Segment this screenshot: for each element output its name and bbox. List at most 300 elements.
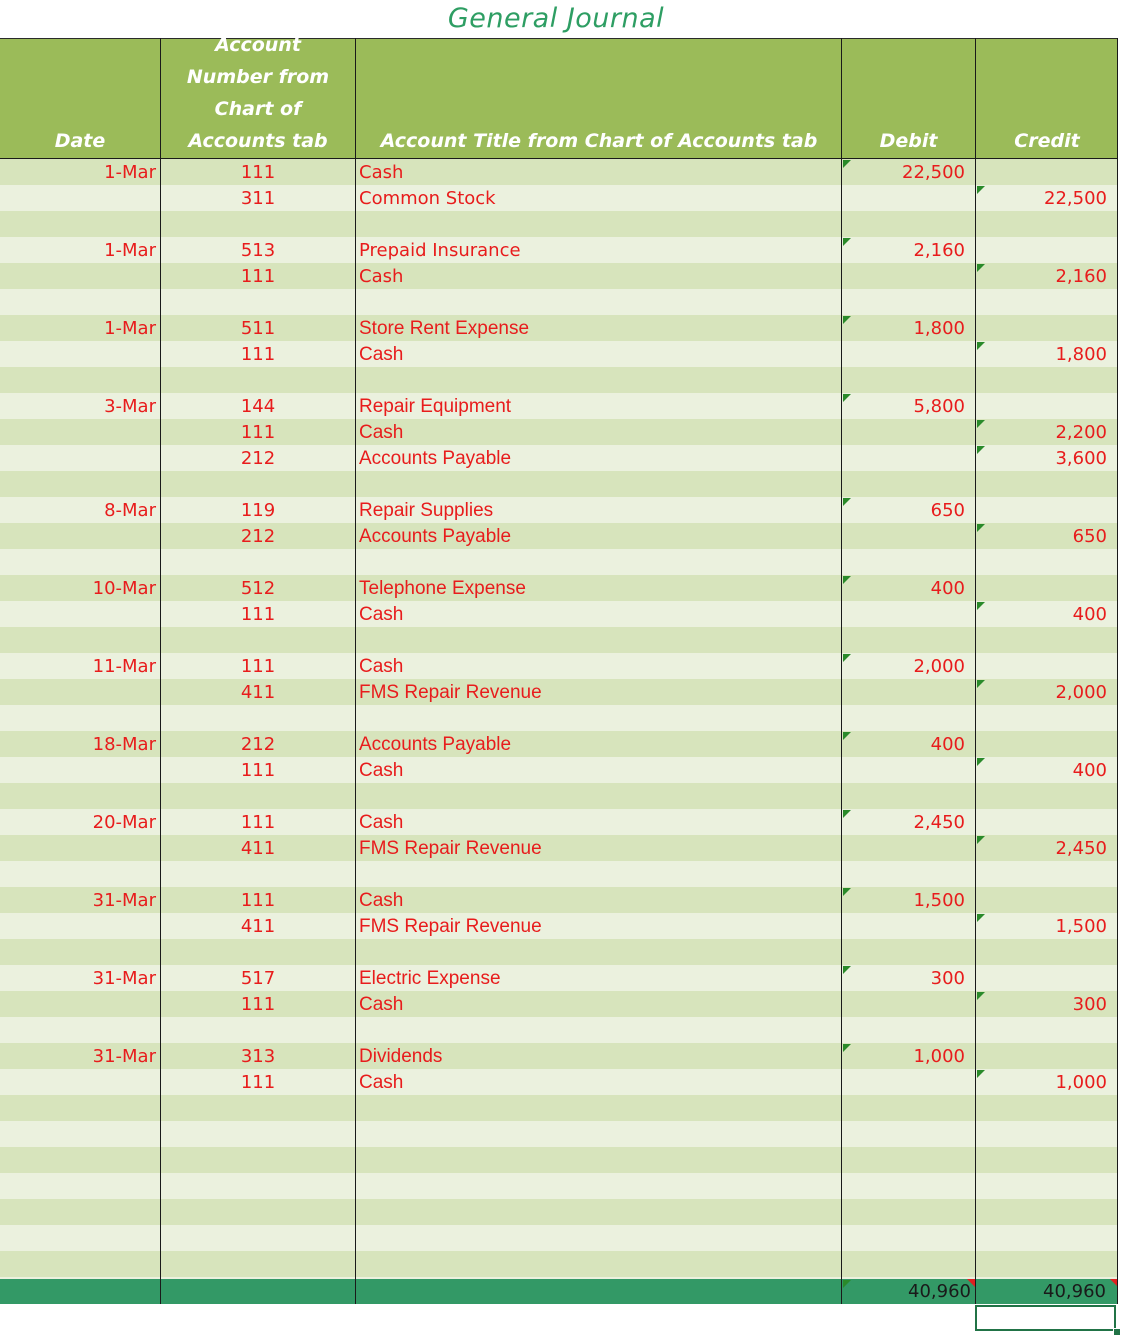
date-cell[interactable] — [0, 367, 160, 393]
date-cell[interactable] — [0, 419, 160, 445]
account-title-cell[interactable] — [359, 1199, 839, 1225]
account-number-cell[interactable] — [161, 367, 355, 393]
date-cell[interactable] — [0, 939, 160, 965]
cell-warning-indicator — [977, 992, 985, 1000]
table-row[interactable] — [0, 1199, 1118, 1225]
account-number-cell[interactable] — [161, 211, 355, 237]
account-number-cell[interactable] — [161, 705, 355, 731]
debit-cell[interactable] — [842, 419, 974, 445]
cell-warning-indicator — [977, 186, 985, 194]
debit-cell[interactable]: 5,800 — [913, 396, 965, 417]
date-cell[interactable] — [0, 471, 160, 497]
credit-cell[interactable] — [976, 809, 1118, 835]
account-title-cell[interactable] — [359, 1121, 839, 1147]
cell-warning-indicator — [843, 966, 851, 974]
debit-cell[interactable] — [842, 263, 974, 289]
debit-cell[interactable] — [842, 757, 974, 783]
table-row[interactable] — [0, 731, 1118, 757]
total-debit[interactable]: 40,960 — [908, 1281, 971, 1302]
account-number-cell[interactable] — [161, 783, 355, 809]
debit-cell[interactable]: 400 — [930, 734, 965, 755]
account-title-cell[interactable] — [359, 1173, 839, 1199]
cell-warning-indicator — [843, 316, 851, 324]
credit-cell[interactable]: 400 — [1072, 604, 1107, 625]
account-number-cell[interactable]: 212 — [240, 526, 276, 547]
table-header — [0, 34, 1118, 159]
credit-cell[interactable] — [976, 471, 1118, 497]
account-title-cell[interactable] — [359, 549, 839, 575]
date-cell[interactable] — [0, 1095, 160, 1121]
debit-cell[interactable]: 1,500 — [913, 890, 965, 911]
credit-cell[interactable]: 3,600 — [1055, 448, 1107, 469]
table-row[interactable] — [0, 1095, 1118, 1121]
table-row[interactable] — [0, 1121, 1118, 1147]
debit-cell[interactable] — [842, 471, 974, 497]
credit-cell[interactable] — [976, 575, 1118, 601]
debit-cell[interactable]: 650 — [930, 500, 965, 521]
debit-cell[interactable]: 22,500 — [902, 162, 965, 183]
cell-warning-indicator — [977, 524, 985, 532]
cell-warning-indicator — [843, 238, 851, 246]
table-row[interactable] — [0, 601, 1118, 627]
debit-cell[interactable]: 1,000 — [913, 1046, 965, 1067]
account-title-cell[interactable]: Accounts Payable — [359, 448, 512, 469]
table-row[interactable] — [0, 783, 1118, 809]
table-row[interactable] — [0, 497, 1118, 523]
credit-cell[interactable] — [976, 211, 1118, 237]
account-number-cell[interactable] — [161, 1251, 355, 1277]
debit-cell[interactable] — [842, 289, 974, 315]
date-cell[interactable] — [0, 549, 160, 575]
date-cell[interactable] — [0, 341, 160, 367]
table-row[interactable] — [0, 939, 1118, 965]
date-cell[interactable] — [0, 1069, 160, 1095]
cell-warning-indicator — [977, 446, 985, 454]
account-number-cell[interactable]: 212 — [240, 448, 276, 469]
account-title-cell[interactable] — [359, 939, 839, 965]
table-row[interactable] — [0, 289, 1118, 315]
account-title-cell[interactable]: Cash — [359, 760, 404, 781]
table-row[interactable] — [0, 1069, 1118, 1095]
date-cell[interactable] — [0, 705, 160, 731]
credit-cell[interactable]: 22,500 — [1044, 188, 1107, 209]
account-number-cell[interactable] — [161, 627, 355, 653]
debit-cell[interactable] — [842, 341, 974, 367]
table-row[interactable] — [0, 887, 1118, 913]
account-number-cell[interactable] — [161, 1095, 355, 1121]
table-row[interactable] — [0, 627, 1118, 653]
table-row[interactable] — [0, 185, 1118, 211]
debit-cell[interactable] — [842, 1017, 974, 1043]
credit-cell[interactable] — [976, 783, 1118, 809]
date-cell[interactable]: 31-Mar — [92, 890, 156, 911]
cell-warning-indicator — [977, 836, 985, 844]
account-title-cell[interactable]: Cash — [359, 604, 404, 625]
table-row[interactable] — [0, 575, 1118, 601]
cell-warning-indicator — [977, 420, 985, 428]
debit-cell[interactable] — [842, 1121, 974, 1147]
selected-cell[interactable] — [975, 1305, 1116, 1331]
header-debit[interactable]: Debit — [879, 130, 938, 152]
cell-warning-indicator — [843, 888, 851, 896]
totals-row[interactable] — [0, 1279, 1118, 1304]
credit-cell[interactable] — [976, 1199, 1118, 1225]
account-title-cell[interactable]: Store Rent Expense — [359, 318, 530, 339]
debit-cell[interactable] — [842, 1173, 974, 1199]
account-number-cell[interactable]: 111 — [240, 994, 276, 1015]
credit-cell[interactable]: 1,000 — [1055, 1072, 1107, 1093]
date-cell[interactable]: 1-Mar — [104, 318, 156, 339]
table-row[interactable] — [0, 991, 1118, 1017]
cell-warning-indicator — [977, 758, 985, 766]
table-row[interactable] — [0, 913, 1118, 939]
credit-cell[interactable] — [976, 887, 1118, 913]
account-title-cell[interactable] — [359, 627, 839, 653]
table-row[interactable] — [0, 1043, 1118, 1069]
debit-cell[interactable]: 2,000 — [913, 656, 965, 677]
date-cell[interactable]: 11-Mar — [92, 656, 156, 677]
account-title-cell[interactable] — [359, 1251, 839, 1277]
debit-cell[interactable] — [842, 835, 974, 861]
debit-cell[interactable] — [842, 783, 974, 809]
account-title-cell[interactable] — [359, 783, 839, 809]
account-title-cell[interactable]: FMS Repair Revenue — [359, 682, 542, 703]
date-cell[interactable] — [0, 1017, 160, 1043]
credit-cell[interactable]: 2,160 — [1055, 266, 1107, 287]
debit-cell[interactable] — [842, 1199, 974, 1225]
credit-cell[interactable] — [976, 627, 1118, 653]
credit-cell[interactable]: 2,000 — [1055, 682, 1107, 703]
account-number-cell[interactable]: 111 — [240, 812, 276, 833]
debit-cell[interactable] — [842, 627, 974, 653]
table-row[interactable] — [0, 445, 1118, 471]
date-cell[interactable]: 1-Mar — [104, 240, 156, 261]
date-cell[interactable] — [0, 289, 160, 315]
credit-cell[interactable] — [976, 965, 1118, 991]
credit-cell[interactable] — [976, 731, 1118, 757]
cell-warning-indicator — [843, 576, 851, 584]
journal-title: General Journal — [447, 3, 665, 34]
header-account-title[interactable]: Account Title from Chart of Accounts tab — [380, 130, 818, 152]
table-row[interactable] — [0, 159, 1118, 185]
account-title-cell[interactable] — [359, 211, 839, 237]
table-row[interactable] — [0, 211, 1118, 237]
account-number-cell[interactable] — [161, 861, 355, 887]
credit-cell[interactable] — [976, 1043, 1118, 1069]
account-number-cell[interactable]: 411 — [240, 916, 276, 937]
comment-indicator — [967, 1279, 975, 1287]
table-row[interactable] — [0, 237, 1118, 263]
account-title-cell[interactable] — [359, 471, 839, 497]
date-cell[interactable] — [0, 1225, 160, 1251]
account-title-cell[interactable]: Prepaid Insurance — [359, 240, 521, 261]
table-row[interactable] — [0, 653, 1118, 679]
account-title-cell[interactable]: Accounts Payable — [359, 734, 512, 755]
credit-cell[interactable] — [976, 549, 1118, 575]
date-cell[interactable]: 8-Mar — [104, 500, 156, 521]
account-number-cell[interactable] — [161, 1017, 355, 1043]
table-row[interactable] — [0, 393, 1118, 419]
date-cell[interactable]: 10-Mar — [92, 578, 156, 599]
debit-cell[interactable] — [842, 1251, 974, 1277]
date-cell[interactable]: 31-Mar — [92, 968, 156, 989]
column-divider — [355, 38, 356, 1304]
credit-cell[interactable] — [976, 1121, 1118, 1147]
debit-cell[interactable] — [842, 1069, 974, 1095]
account-title-cell[interactable]: Cash — [359, 344, 404, 365]
date-cell[interactable] — [0, 627, 160, 653]
account-title-cell[interactable]: Cash — [359, 656, 404, 677]
debit-cell[interactable] — [842, 367, 974, 393]
table-row[interactable] — [0, 965, 1118, 991]
account-title-cell[interactable] — [359, 1095, 839, 1121]
table-row[interactable] — [0, 1017, 1118, 1043]
account-number-cell[interactable] — [161, 471, 355, 497]
date-cell[interactable] — [0, 211, 160, 237]
debit-cell[interactable] — [842, 445, 974, 471]
credit-cell[interactable] — [976, 289, 1118, 315]
debit-cell[interactable] — [842, 705, 974, 731]
date-cell[interactable] — [0, 757, 160, 783]
credit-cell[interactable]: 2,200 — [1055, 422, 1107, 443]
date-cell[interactable] — [0, 991, 160, 1017]
table-row[interactable] — [0, 1225, 1118, 1251]
account-number-cell[interactable]: 119 — [240, 500, 276, 521]
table-row[interactable] — [0, 523, 1118, 549]
account-number-cell[interactable]: 111 — [240, 890, 276, 911]
date-cell[interactable] — [0, 679, 160, 705]
debit-cell[interactable] — [842, 1147, 974, 1173]
column-divider — [841, 38, 842, 1304]
credit-cell[interactable] — [976, 497, 1118, 523]
account-number-cell[interactable]: 212 — [240, 734, 276, 755]
debit-cell[interactable] — [842, 523, 974, 549]
table-row[interactable] — [0, 705, 1118, 731]
date-cell[interactable] — [0, 913, 160, 939]
debit-cell[interactable] — [842, 679, 974, 705]
account-title-cell[interactable]: Repair Supplies — [359, 500, 494, 521]
account-number-cell[interactable] — [161, 939, 355, 965]
date-cell[interactable] — [0, 445, 160, 471]
table-row[interactable] — [0, 1251, 1118, 1277]
header-credit[interactable]: Credit — [1014, 130, 1080, 152]
account-number-cell[interactable]: 111 — [240, 162, 276, 183]
date-cell[interactable]: 31-Mar — [92, 1046, 156, 1067]
credit-cell[interactable] — [976, 861, 1118, 887]
table-row[interactable] — [0, 263, 1118, 289]
debit-cell[interactable] — [842, 549, 974, 575]
cell-warning-indicator — [843, 1280, 851, 1288]
column-divider — [160, 38, 161, 1304]
account-number-cell[interactable] — [161, 1225, 355, 1251]
account-title-cell[interactable]: Cash — [359, 994, 404, 1015]
table-row[interactable] — [0, 549, 1118, 575]
credit-cell[interactable] — [976, 939, 1118, 965]
account-title-cell[interactable]: FMS Repair Revenue — [359, 838, 542, 859]
debit-cell[interactable] — [842, 939, 974, 965]
credit-cell[interactable] — [976, 653, 1118, 679]
account-title-cell[interactable]: Electric Expense — [359, 968, 501, 989]
account-number-cell[interactable]: 517 — [240, 968, 276, 989]
table-row[interactable] — [0, 679, 1118, 705]
account-number-cell[interactable]: 311 — [240, 188, 276, 209]
date-cell[interactable]: 20-Mar — [92, 812, 156, 833]
account-title-cell[interactable]: Cash — [359, 890, 404, 911]
account-number-cell[interactable] — [161, 1173, 355, 1199]
debit-cell[interactable]: 300 — [930, 968, 965, 989]
credit-cell[interactable] — [976, 367, 1118, 393]
table-row[interactable] — [0, 835, 1118, 861]
header-account-number[interactable]: Account Number from Chart of Accounts tab — [186, 34, 330, 152]
account-number-cell[interactable] — [161, 1199, 355, 1225]
account-title-cell[interactable] — [359, 367, 839, 393]
credit-cell[interactable] — [976, 1225, 1118, 1251]
debit-cell[interactable] — [842, 1095, 974, 1121]
table-row[interactable] — [0, 809, 1118, 835]
cell-warning-indicator — [977, 1070, 985, 1078]
cell-warning-indicator — [977, 680, 985, 688]
date-cell[interactable] — [0, 185, 160, 211]
cell-warning-indicator — [977, 342, 985, 350]
cell-warning-indicator — [843, 732, 851, 740]
cell-warning-indicator — [843, 394, 851, 402]
account-number-cell[interactable]: 313 — [240, 1046, 276, 1067]
table-row[interactable] — [0, 315, 1118, 341]
table-row[interactable] — [0, 471, 1118, 497]
debit-cell[interactable] — [842, 1225, 974, 1251]
account-title-cell[interactable]: Cash — [359, 422, 404, 443]
account-number-cell[interactable]: 111 — [240, 656, 276, 677]
account-number-cell[interactable] — [161, 1121, 355, 1147]
account-number-cell[interactable]: 111 — [240, 760, 276, 781]
credit-cell[interactable] — [976, 1017, 1118, 1043]
account-number-cell[interactable]: 512 — [240, 578, 276, 599]
account-number-cell[interactable]: 411 — [240, 838, 276, 859]
table-row[interactable] — [0, 757, 1118, 783]
credit-cell[interactable] — [976, 1095, 1118, 1121]
table-row[interactable] — [0, 1173, 1118, 1199]
debit-cell[interactable] — [842, 913, 974, 939]
account-number-cell[interactable]: 111 — [240, 344, 276, 365]
credit-cell[interactable] — [976, 159, 1118, 185]
date-cell[interactable] — [0, 1173, 160, 1199]
date-cell[interactable] — [0, 263, 160, 289]
table-row[interactable] — [0, 367, 1118, 393]
table-row[interactable] — [0, 861, 1118, 887]
date-cell[interactable] — [0, 1121, 160, 1147]
date-cell[interactable] — [0, 601, 160, 627]
account-title-cell[interactable]: Repair Equipment — [359, 396, 512, 417]
account-title-cell[interactable]: Accounts Payable — [359, 526, 512, 547]
table-row[interactable] — [0, 341, 1118, 367]
total-credit[interactable]: 40,960 — [1043, 1281, 1106, 1302]
debit-cell[interactable] — [842, 601, 974, 627]
debit-cell[interactable]: 2,450 — [913, 812, 965, 833]
table-row[interactable] — [0, 419, 1118, 445]
credit-cell[interactable]: 300 — [1072, 994, 1107, 1015]
credit-cell[interactable]: 400 — [1072, 760, 1107, 781]
credit-cell[interactable] — [976, 1251, 1118, 1277]
cell-warning-indicator — [843, 498, 851, 506]
credit-cell[interactable]: 1,800 — [1055, 344, 1107, 365]
account-title-cell[interactable] — [359, 1147, 839, 1173]
account-title-cell[interactable]: Telephone Expense — [359, 578, 526, 599]
credit-cell[interactable] — [976, 1173, 1118, 1199]
credit-cell[interactable] — [976, 1147, 1118, 1173]
debit-cell[interactable] — [842, 991, 974, 1017]
debit-cell[interactable] — [842, 211, 974, 237]
date-cell[interactable] — [0, 835, 160, 861]
account-title-cell[interactable]: FMS Repair Revenue — [359, 916, 542, 937]
table-row[interactable] — [0, 1147, 1118, 1173]
fill-handle[interactable] — [1113, 1328, 1121, 1336]
date-cell[interactable]: 18-Mar — [92, 734, 156, 755]
account-title-cell[interactable]: Cash — [359, 266, 404, 287]
cell-warning-indicator — [843, 1044, 851, 1052]
account-number-cell[interactable] — [161, 549, 355, 575]
debit-cell[interactable] — [842, 861, 974, 887]
column-divider — [1117, 38, 1118, 1304]
account-number-cell[interactable] — [161, 289, 355, 315]
debit-cell[interactable]: 400 — [930, 578, 965, 599]
date-cell[interactable]: 3-Mar — [104, 396, 156, 417]
account-number-cell[interactable] — [161, 1147, 355, 1173]
column-divider — [975, 38, 976, 1304]
account-number-cell[interactable]: 411 — [240, 682, 276, 703]
account-title-cell[interactable] — [359, 1225, 839, 1251]
account-number-cell[interactable]: 111 — [240, 1072, 276, 1093]
account-title-cell[interactable]: Common Stock — [359, 188, 496, 209]
date-cell[interactable] — [0, 523, 160, 549]
account-title-cell[interactable] — [359, 861, 839, 887]
credit-cell[interactable] — [976, 315, 1118, 341]
account-title-cell[interactable]: Dividends — [359, 1046, 443, 1067]
credit-cell[interactable] — [976, 393, 1118, 419]
credit-cell[interactable] — [976, 237, 1118, 263]
cell-warning-indicator — [977, 914, 985, 922]
cell-warning-indicator — [843, 160, 851, 168]
header-bottom-border — [0, 158, 1118, 159]
date-cell[interactable] — [0, 783, 160, 809]
date-cell[interactable]: 1-Mar — [104, 162, 156, 183]
credit-cell[interactable]: 1,500 — [1055, 916, 1107, 937]
account-title-cell[interactable] — [359, 705, 839, 731]
account-title-cell[interactable] — [359, 1017, 839, 1043]
account-title-cell[interactable]: Cash — [359, 812, 404, 833]
account-number-cell[interactable]: 111 — [240, 422, 276, 443]
account-number-cell[interactable]: 513 — [240, 240, 276, 261]
cell-warning-indicator — [843, 654, 851, 662]
account-number-cell[interactable]: 144 — [240, 396, 276, 417]
header-date[interactable]: Date — [54, 130, 106, 152]
date-cell[interactable] — [0, 861, 160, 887]
account-title-cell[interactable]: Cash — [359, 162, 404, 183]
date-cell[interactable] — [0, 1251, 160, 1277]
debit-cell[interactable]: 1,800 — [913, 318, 965, 339]
date-cell[interactable] — [0, 1147, 160, 1173]
credit-cell[interactable] — [976, 705, 1118, 731]
account-number-cell[interactable]: 111 — [240, 604, 276, 625]
account-title-cell[interactable] — [359, 289, 839, 315]
date-cell[interactable] — [0, 1199, 160, 1225]
account-number-cell[interactable]: 511 — [240, 318, 276, 339]
credit-cell[interactable]: 650 — [1072, 526, 1107, 547]
account-title-cell[interactable]: Cash — [359, 1072, 404, 1093]
debit-cell[interactable]: 2,160 — [913, 240, 965, 261]
account-number-cell[interactable]: 111 — [240, 266, 276, 287]
credit-cell[interactable]: 2,450 — [1055, 838, 1107, 859]
debit-cell[interactable] — [842, 185, 974, 211]
